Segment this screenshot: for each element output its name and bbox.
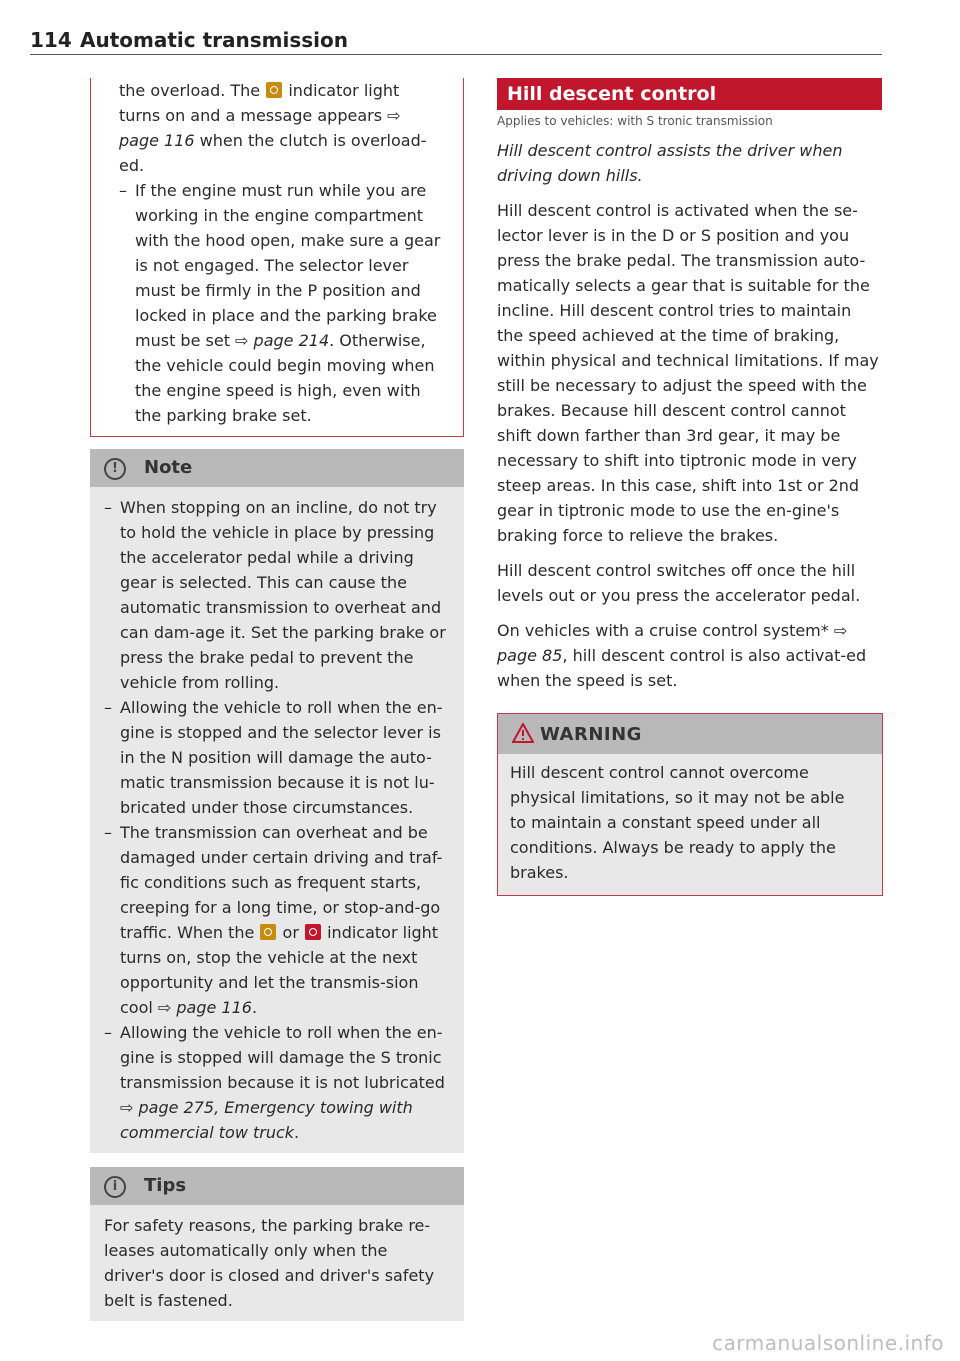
text-span: indicator light turns on and a message appears [119, 81, 400, 125]
note-title: Note [144, 457, 193, 478]
note-bullet [104, 1020, 448, 1145]
warning-text: Hill descent control cannot overcome physical limitations, so it may not be able to maintain a constant speed under all conditions. Always be ready to apply the brakes. [510, 763, 845, 882]
warning-triangle-icon [512, 723, 534, 743]
warning-box [497, 713, 883, 896]
text-span: If the engine must run while you are working in the engine compartment with the hood open, make sure a gear is not engaged. The selector lever must be firmly in the P position and locked in place and the parking brake must be set [135, 181, 441, 350]
info-circle-icon: i [104, 1176, 126, 1198]
page-number: 114 [30, 28, 72, 52]
text-span: When stopping on an incline, do not try to hold the vehicle in place by pressing the accelerator pedal while a driving gear is selected. This can cause the automatic transmission to overheat and can dam-age it. Set the parking brake or press the brake pedal to prevent the vehicle from rolling. [120, 498, 446, 692]
text-span: Allowing the vehicle to roll when the en-gine is stopped and the selector lever is in the N position will damage the auto-matic transmission because it is not lu-bricated under those circumstances. [120, 698, 443, 817]
text-span: when the clutch is overload-ed. [119, 131, 427, 175]
text-span: . Otherwise, the vehicle could begin moving when the engine speed is high, even with the parking brake set. [135, 331, 435, 425]
warning-title: WARNING [540, 724, 642, 745]
note-bullet [104, 695, 448, 820]
warning-body [498, 754, 882, 895]
text-span: , hill descent control is also activat-ed when the speed is set. [497, 646, 867, 690]
text-span: indicator light turns on, stop the vehicle at the next opportunity and let the transmis-sion cool [120, 923, 439, 1017]
exclamation-circle-icon: ! [104, 458, 126, 480]
applies-to: Applies to vehicles: with S tronic transmission [497, 114, 773, 128]
text-span: On vehicles with a cruise control system* [497, 621, 834, 640]
tips-header [90, 1167, 464, 1205]
dash-bullet: – [119, 181, 127, 200]
dash-bullet: – [104, 1023, 112, 1042]
section-title: Hill descent control [497, 78, 882, 110]
dash-bullet: – [104, 498, 112, 517]
tips-title: Tips [144, 1175, 187, 1196]
watermark: carmanualsonline.info [712, 1331, 944, 1355]
tips-text: For safety reasons, the parking brake re-leases automatically only when the driver's door is closed and driver's safety belt is fastened. [104, 1216, 435, 1310]
text-span: The transmission can overheat and be damaged under certain driving and traf-fic conditions such as frequent starts, creeping for a long time, or stop-and-go traffic. When the [120, 823, 443, 942]
clutch-indicator-red-icon [305, 924, 321, 940]
clutch-indicator-yellow-icon [266, 82, 282, 98]
body-paragraph: Hill descent control is activated when the se-lector lever is in the D or S position and you press the brake pedal. The transmission auto-matically selects a gear that is suitable for the incline. Hill descent control tries to maintain the speed achieved at the time of braking, within physical and technical limitations. If may still be necessary to adjust the speed with the brakes. Because hill descent control cannot shift down farther than 3rd gear, it may be necessary to shift into tiptronic mode in very steep areas. In this case, shift into 1st or 2nd gear in tiptronic mode to use the en-gine's braking force to relieve the brakes. [497, 201, 879, 545]
note-header [90, 449, 464, 487]
body-paragraph: Hill descent control switches off once the hill levels out or you press the accelerator pedal. [497, 561, 861, 605]
note-bullet [104, 820, 448, 1020]
left-column [90, 78, 464, 1321]
tips-body [90, 1205, 464, 1321]
text-span: . [251, 998, 258, 1017]
page-ref-link[interactable]: ⇨ page 116 [157, 998, 252, 1017]
note-bullet [104, 495, 448, 695]
right-column [497, 78, 882, 896]
page-ref-link[interactable]: ⇨ page 214 [235, 331, 330, 350]
intro-text: Hill descent control assists the driver when driving down hills. [497, 141, 843, 185]
warning-cont-para [119, 78, 443, 178]
note-box [90, 449, 464, 1153]
dash-bullet: – [104, 823, 112, 842]
clutch-indicator-yellow-icon [260, 924, 276, 940]
warning-cont-bullet [119, 178, 443, 428]
text-span: Allowing the vehicle to roll when the en-gine is stopped will damage the S tronic transmission because it is not lubricated [120, 1023, 445, 1092]
warning-header [498, 714, 882, 754]
chapter-title: Automatic transmission [80, 28, 348, 52]
page-ref-link[interactable]: ⇨ page 85 [497, 621, 848, 665]
header-rule [30, 54, 882, 55]
page-ref-link[interactable]: ⇨ page 116 [119, 106, 401, 150]
text-span: the overload. The [119, 81, 266, 100]
page-header [30, 24, 882, 54]
dash-bullet: – [104, 698, 112, 717]
body-paragraph [497, 618, 882, 693]
note-body [90, 487, 464, 1153]
text-span: or [277, 923, 305, 942]
tips-box [90, 1167, 464, 1321]
page-ref-link[interactable]: ⇨ page 275, Emergency towing with commercial tow truck [120, 1098, 413, 1142]
text-span: . [294, 1123, 300, 1142]
warning-continuation [90, 78, 464, 437]
